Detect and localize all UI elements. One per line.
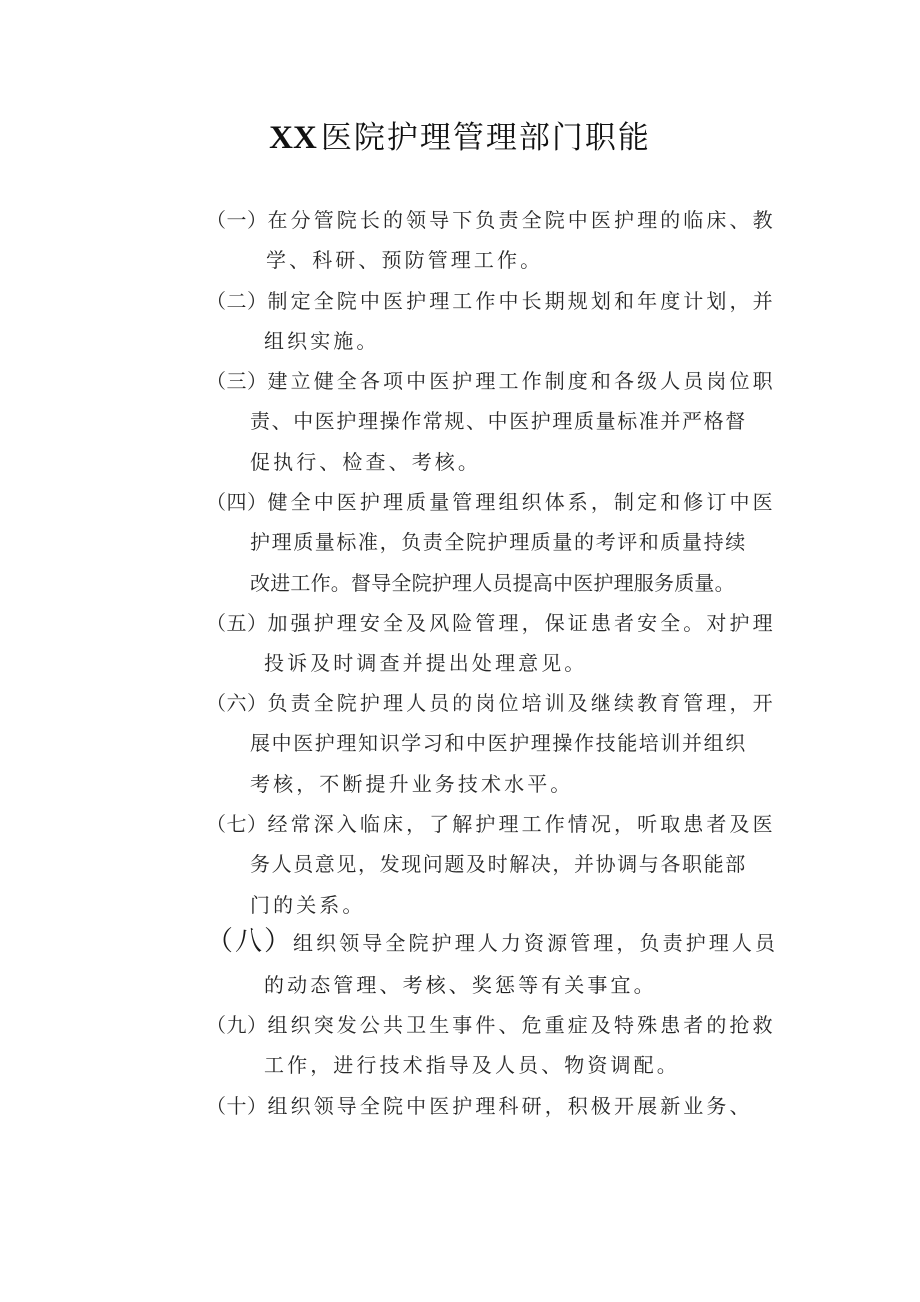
- item-7-line-1: [206, 812, 776, 836]
- item-3-line-2: 责、中医护理操作常规、中医护理质量标准并严格督: [250, 409, 747, 433]
- item-2-line-1: [206, 289, 776, 313]
- item-7-number: （七）: [206, 812, 268, 836]
- item-5-text-1: 加强护理安全及风险管理，保证患者安全。对护理: [267, 611, 776, 635]
- item-9-number: （九）: [206, 1013, 268, 1037]
- item-5-line-1: [206, 611, 776, 635]
- item-1-text-1: 在分管院长的领导下负责全院中医护理的临床、教: [267, 208, 776, 232]
- item-5-line-2: 投诉及时调查并提出处理意见。: [264, 651, 588, 675]
- item-6-number: （六）: [206, 691, 268, 715]
- item-6-line-1: [206, 691, 776, 715]
- item-7-text-1: 经常深入临床，了解护理工作情况，听取患者及医: [267, 812, 776, 836]
- item-4-text-1: 健全中医护理质量管理组织体系，制定和修订中医: [267, 490, 776, 514]
- item-10-number: （十）: [206, 1094, 268, 1118]
- item-1-line-1: [206, 208, 776, 232]
- item-4-number: （四）: [206, 490, 268, 514]
- item-2-text-1: 制定全院中医护理工作中长期规划和年度计划，并: [267, 289, 776, 313]
- item-3-line-3: 促执行、检查、考核。: [250, 450, 481, 474]
- item-4-line-1: [206, 490, 776, 514]
- item-8-line-1: [206, 926, 779, 957]
- item-2-line-2: 组织实施。: [264, 329, 380, 353]
- item-8-line-2: 的动态管理、考核、奖惩等有关事宜。: [264, 973, 657, 997]
- item-9-text-1: 组织突发公共卫生事件、危重症及特殊患者的抢救: [267, 1013, 776, 1037]
- item-9-line-2: 工作，进行技术指导及人员、物资调配。: [264, 1053, 680, 1077]
- title-text: 医院护理管理部门职能: [320, 120, 651, 156]
- item-6-line-2: 展中医护理知识学习和中医护理操作技能培训并组织: [250, 731, 747, 755]
- item-5-number: （五）: [206, 611, 268, 635]
- title-prefix: XX: [269, 120, 317, 156]
- item-7-line-3: 门的关系。: [250, 893, 366, 917]
- item-1-line-2: 学、科研、预防管理工作。: [266, 248, 544, 272]
- item-10-line-1: [206, 1094, 753, 1118]
- item-4-line-3: 改进工作。督导全院护理人员提高中医护理服务质量。: [250, 571, 735, 595]
- item-8-text-1: 组织领导全院护理人力资源管理，负责护理人员: [293, 931, 779, 955]
- item-3-line-1: [206, 369, 776, 393]
- item-9-line-1: [206, 1013, 776, 1037]
- page-title: [0, 112, 920, 157]
- item-7-line-2: 务人员意见，发现问题及时解决，并协调与各职能部: [250, 852, 747, 876]
- item-6-text-1: 负责全院护理人员的岗位培训及继续教育管理，开: [267, 691, 776, 715]
- item-8-number: （八）: [206, 926, 293, 957]
- item-3-number: （三）: [206, 369, 268, 393]
- item-3-text-1: 建立健全各项中医护理工作制度和各级人员岗位职: [267, 369, 776, 393]
- item-1-number: （一）: [206, 208, 268, 232]
- item-2-number: （二）: [206, 289, 268, 313]
- item-10-text-1: 组织领导全院中医护理科研，积极开展新业务、: [267, 1094, 753, 1118]
- item-4-line-2: 护理质量标准，负责全院护理质量的考评和质量持续: [250, 530, 747, 554]
- item-6-line-3: 考核，不断提升业务技术水平。: [250, 772, 574, 796]
